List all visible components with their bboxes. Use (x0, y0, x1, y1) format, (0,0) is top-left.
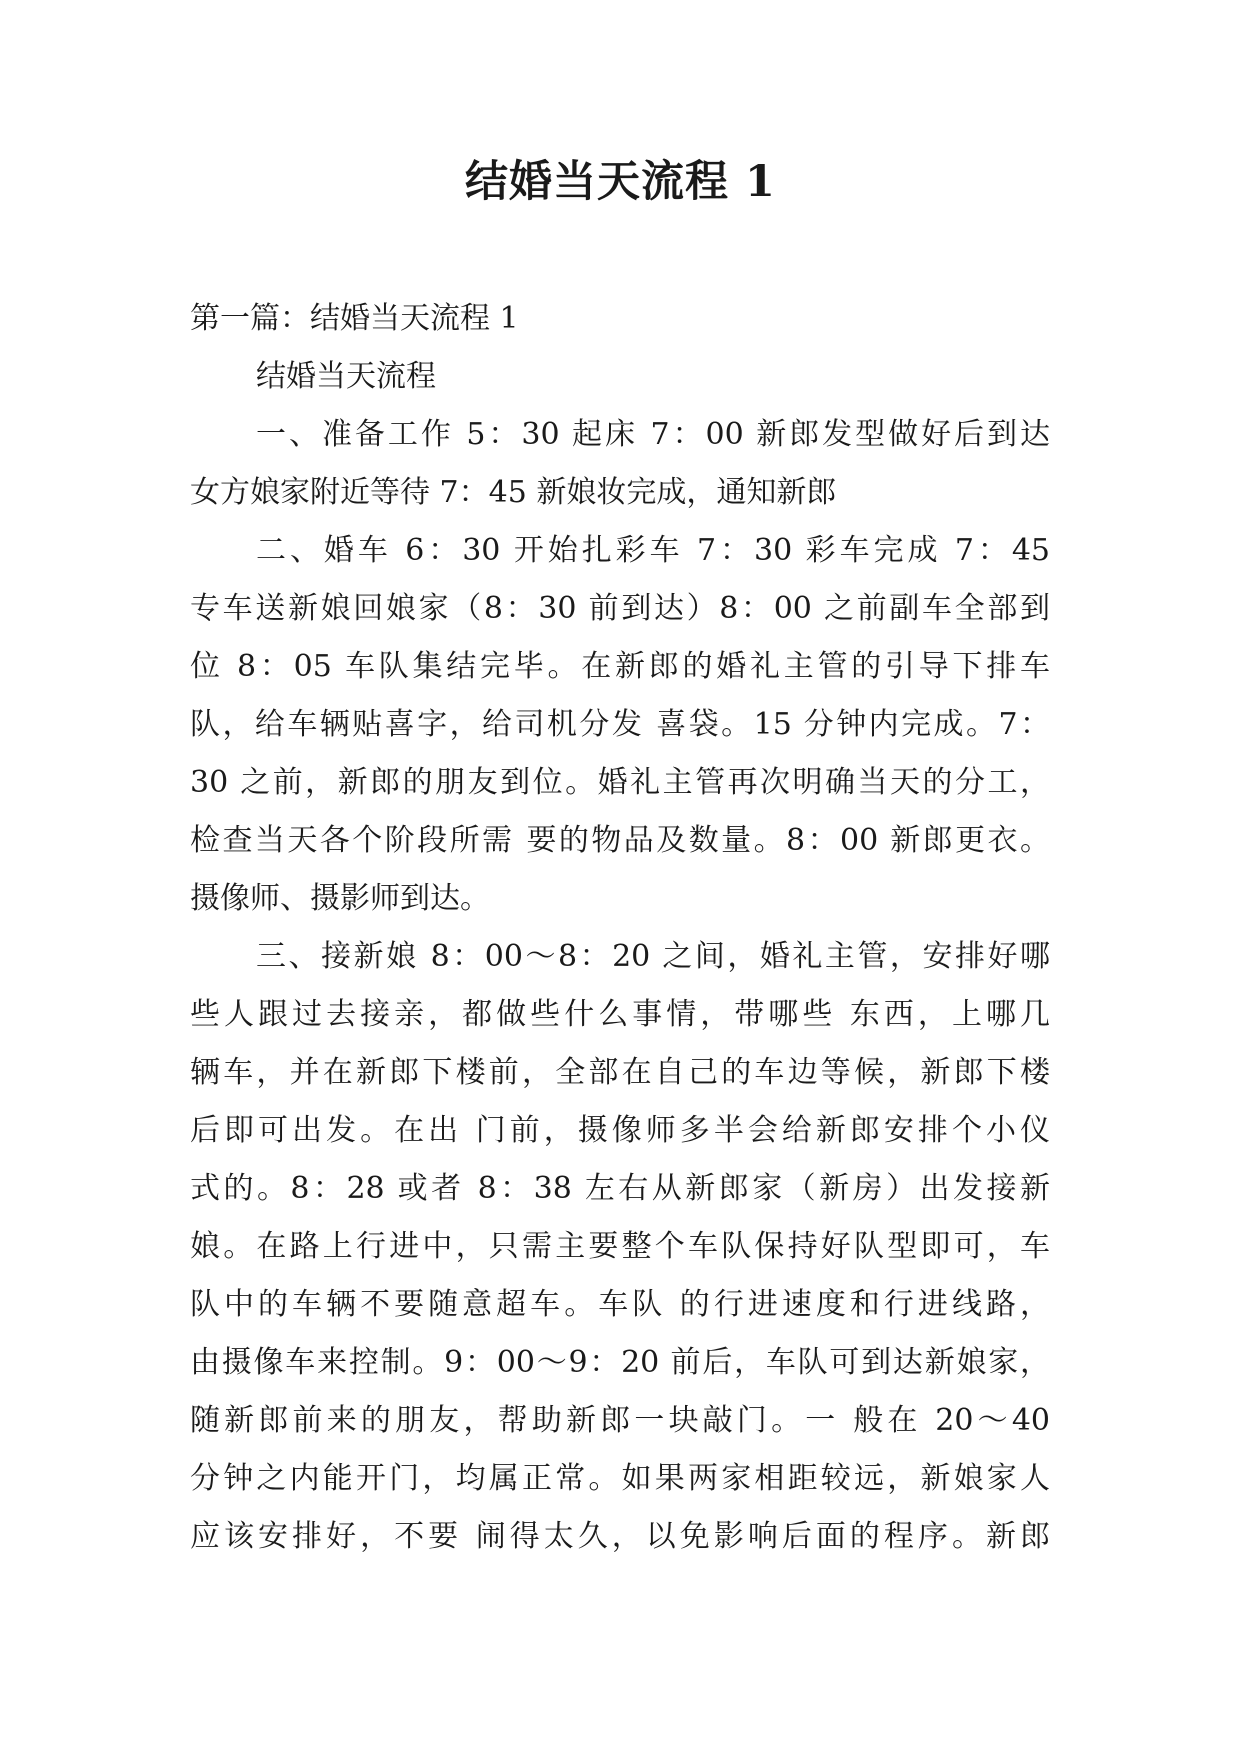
document-body (190, 290, 1050, 1566)
paragraph-line: 位 8：05 车队集结完毕。在新郎的婚礼主管的引导下排车 (190, 649, 1050, 684)
paragraph-line: 辆车，并在新郎下楼前，全部在自己的车边等候，新郎下楼 (190, 1055, 1050, 1090)
paragraph-line: 后即可出发。在出 门前，摄像师多半会给新郎安排个小仪 (190, 1113, 1050, 1148)
paragraph-line: 随新郎前来的朋友，帮助新郎一块敲门。一 般在 20～40 (190, 1403, 1050, 1438)
paragraph-line: 应该安排好，不要 闹得太久，以免影响后面的程序。新郎 (190, 1519, 1050, 1554)
paragraph-line: 三、接新娘 8：00～8：20 之间，婚礼主管，安排好哪 (256, 939, 1050, 974)
paragraph-line: 娘。在路上行进中，只需主要整个车队保持好队型即可，车 (190, 1229, 1050, 1264)
paragraph-line: 式的。8：28 或者 8：38 左右从新郎家（新房）出发接新 (190, 1171, 1050, 1206)
paragraph-line: 二、婚车 6：30 开始扎彩车 7：30 彩车完成 7：45 (256, 533, 1050, 568)
paragraph-line: 由摄像车来控制。9：00～9：20 前后，车队可到达新娘家， (190, 1345, 1050, 1380)
paragraph-line: 一、准备工作 5：30 起床 7：00 新郎发型做好后到达 (256, 417, 1050, 452)
paragraph-line: 些人跟过去接亲，都做些什么事情，带哪些 东西，上哪几 (190, 997, 1050, 1032)
paragraph-line: 队中的车辆不要随意超车。车队 的行进速度和行进线路， (190, 1287, 1050, 1322)
paragraph-line: 队，给车辆贴喜字，给司机分发 喜袋。15 分钟内完成。7： (190, 707, 1050, 742)
paragraph-line: 30 之前，新郎的朋友到位。婚礼主管再次明确当天的分工， (190, 765, 1050, 800)
paragraph-line: 女方娘家附近等待 7：45 新娘妆完成，通知新郎 (190, 475, 837, 510)
document-title: 结婚当天流程 1 (465, 157, 776, 207)
paragraph-line: 摄像师、摄影师到达。 (190, 881, 490, 916)
paragraph-line: 检查当天各个阶段所需 要的物品及数量。8：00 新郎更衣。 (190, 823, 1050, 858)
section-heading: 结婚当天流程 (256, 359, 436, 394)
paragraph-line: 分钟之内能开门，均属正常。如果两家相距较远，新娘家人 (190, 1461, 1050, 1496)
chapter-heading: 第一篇：结婚当天流程 1 (190, 301, 519, 336)
paragraph-line: 专车送新娘回娘家（8：30 前到达）8：00 之前副车全部到 (190, 591, 1050, 626)
